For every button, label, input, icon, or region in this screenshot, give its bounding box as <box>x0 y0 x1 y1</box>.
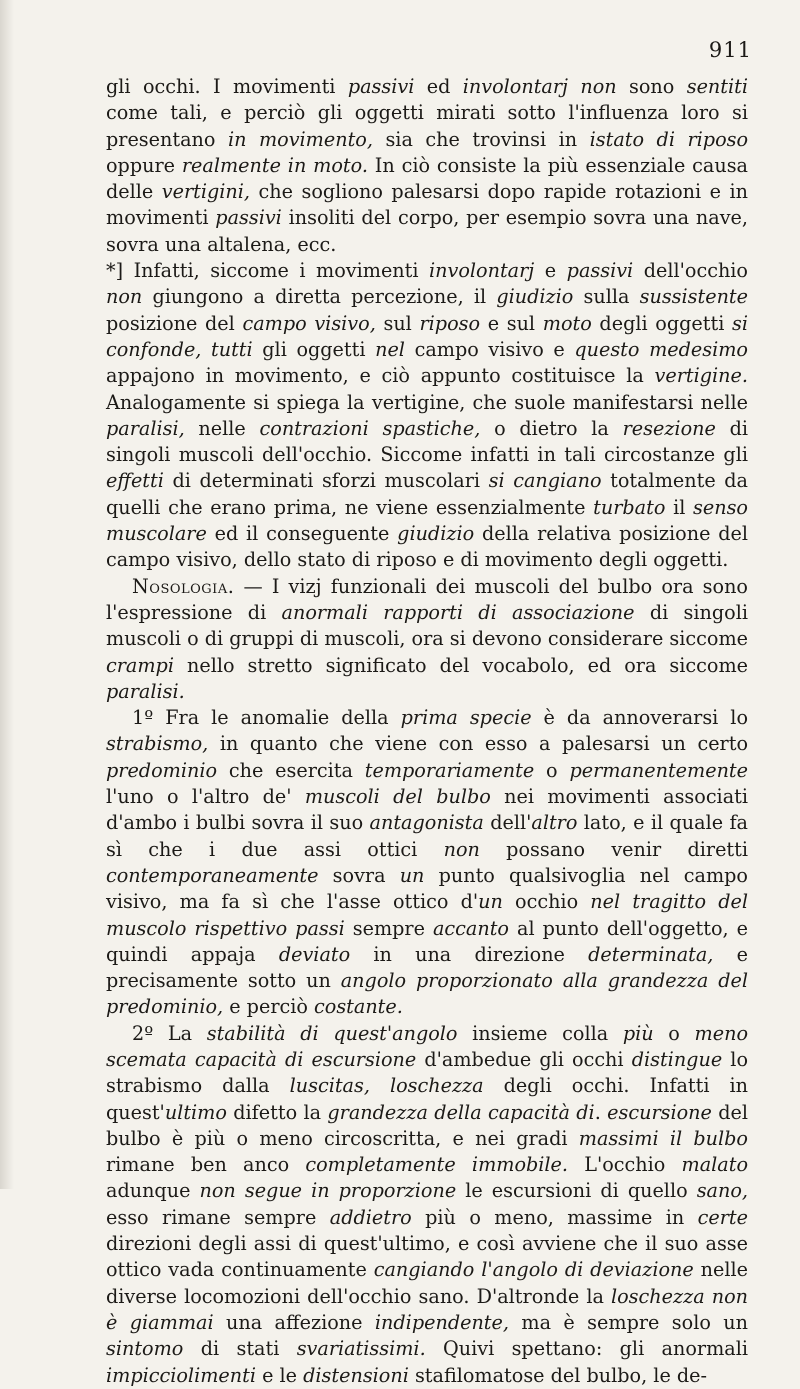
text-run: di stati <box>183 1337 297 1361</box>
paragraph-p5 <box>106 1021 748 1389</box>
italic-run: effetti <box>106 469 164 493</box>
italic-run: riposo <box>419 311 481 335</box>
italic-run: cangiando l'angolo di deviazione <box>373 1258 694 1282</box>
italic-run: certe <box>697 1205 748 1229</box>
italic-run: contrazioni spastiche, <box>259 416 481 440</box>
text-run: rimane ben anco <box>106 1153 306 1177</box>
text-run: di singoli muscoli dell'occhio. Siccome infatti in tali circostanze gli <box>106 416 748 467</box>
italic-run: impicciolimenti <box>106 1363 256 1387</box>
italic-run: svariatissimi. <box>296 1337 426 1361</box>
italic-run: altro <box>531 811 578 835</box>
text-run: il <box>665 495 694 519</box>
text-run: degli oggetti <box>591 311 733 335</box>
italic-run: campo visivo, <box>242 311 376 335</box>
text-run: gli oggetti <box>252 337 376 361</box>
italic-run: nel <box>375 337 405 361</box>
text-run: ed <box>414 75 463 98</box>
text-run: dell' <box>483 811 532 835</box>
text-run: ma è sempre solo un <box>508 1310 749 1334</box>
text-run: del bulbo è più o meno circoscritta, e nei gradi <box>106 1100 748 1150</box>
text-run: adunque <box>106 1179 200 1203</box>
text-run: degli occhi. Infatti in quest' <box>106 1074 748 1124</box>
text-run: Quivi spettano: gli anormali <box>425 1337 748 1361</box>
italic-run: anormali rapporti di associazione <box>281 600 635 624</box>
text-run: posizione del <box>106 311 243 335</box>
italic-run: questo medesimo <box>574 337 748 361</box>
text-run <box>236 1179 245 1202</box>
text-run: *] Infatti, siccome i movimenti <box>106 259 430 283</box>
italic-run: senso muscolare <box>106 495 748 546</box>
italic-run: angolo proporzionato alla grandezza del predominio, <box>106 969 748 1019</box>
page-number: 911 <box>708 38 752 62</box>
text-run: L'occhio <box>568 1153 682 1177</box>
italic-run: sano, <box>696 1179 748 1203</box>
italic-run: contemporaneamente <box>106 863 319 887</box>
text-run: oppure <box>106 153 182 177</box>
text-run: lo strabismo dalla <box>106 1047 748 1098</box>
italic-run: muscoli del bulbo <box>304 785 491 809</box>
paragraph-p1 <box>106 74 748 258</box>
italic-run: un <box>399 863 425 887</box>
italic-run: luscitas, loschezza <box>289 1074 484 1098</box>
text-run: come tali, e perciò gli oggetti mirati sotto l'influenza loro si presentano <box>106 101 748 151</box>
italic-run: distingue <box>631 1047 723 1071</box>
italic-run: resezione <box>622 416 716 440</box>
text-run: e perciò <box>223 995 315 1019</box>
text-run: gli occhi. I movimenti <box>106 75 348 98</box>
italic-run: temporariamente <box>364 758 535 782</box>
italic-run: istato di riposo <box>589 127 749 151</box>
paragraph-p2 <box>106 258 748 574</box>
italic-run: giudizio <box>496 285 574 309</box>
text-run: esso rimane sempre <box>106 1205 330 1229</box>
text-run: direzioni degli assi di quest'ultimo, e così avviene che il suo asse ottico vada continuamente <box>106 1232 748 1282</box>
text-run: sovra <box>318 863 400 887</box>
text-run: insoliti del corpo, per esempio sovra una nave, sovra una altalena, ecc. <box>106 206 748 256</box>
text-run: stafilomatose del bulbo, le de- <box>408 1363 708 1387</box>
text-run: che esercita <box>217 758 365 782</box>
text-run: o <box>534 758 570 782</box>
text-run: 2º La <box>132 1021 207 1045</box>
text-run: di determinati sforzi muscolari <box>163 469 489 493</box>
italic-run: completamente immobile. <box>305 1153 569 1177</box>
italic-run: crampi <box>106 653 174 677</box>
text-run: punto qualsivoglia nel campo visivo, ma fa sì che l'asse ottico d' <box>106 863 748 914</box>
italic-run: permanentemente <box>569 758 748 782</box>
text-run: giungono a diretta percezione, il <box>142 285 497 309</box>
italic-run: stabilità di quest'angolo <box>206 1021 458 1045</box>
text-run: più o meno, massime in <box>411 1205 698 1229</box>
text-run: della relativa posizione del campo visivo, dello stato di riposo e di movimento degli oggetti. <box>106 522 748 572</box>
text-run: In ciò consiste la più essenziale causa delle <box>106 153 748 204</box>
text-run: ed il conseguente <box>206 522 398 546</box>
italic-run: più <box>622 1021 654 1045</box>
italic-run: passivi <box>347 75 415 98</box>
italic-run: involontarj non <box>462 75 617 98</box>
italic-run: distensioni <box>303 1363 409 1387</box>
italic-run: involontarj <box>429 259 535 283</box>
text-run: è da annoverarsi lo <box>531 706 748 730</box>
italic-run: segue in proporzione <box>244 1179 457 1203</box>
italic-run: nel tragitto del muscolo rispettivo passi <box>106 890 748 940</box>
italic-run: strabismo, <box>106 732 209 756</box>
text-run: sempre <box>344 916 433 940</box>
body-text <box>106 74 748 1389</box>
text-run: insieme colla <box>457 1021 623 1045</box>
text-run: al punto dell'oggetto, e quindi appaja <box>106 916 748 966</box>
italic-run: vertigine. <box>654 364 748 388</box>
italic-run: giudizio <box>397 522 475 546</box>
italic-run: passivi <box>566 259 634 283</box>
text-run: 1º Fra le anomalie della <box>132 706 401 730</box>
italic-run: sussistente <box>639 285 748 309</box>
text-run: una affezione <box>213 1310 375 1334</box>
text-run: e precisamente sotto un <box>106 942 748 993</box>
italic-run: malato <box>681 1153 749 1177</box>
text-run: appajono in movimento, e ciò appunto costituisce la <box>106 364 655 388</box>
text-run: occhio <box>502 890 591 914</box>
italic-run: antagonista <box>369 811 484 835</box>
text-run: . <box>594 1100 608 1124</box>
italic-run: sintomo <box>106 1337 184 1361</box>
italic-run: massimi il bulbo <box>578 1126 748 1150</box>
italic-run: prima specie <box>400 706 532 730</box>
italic-run: vertigini, <box>161 180 251 204</box>
italic-run: sentiti <box>686 75 748 98</box>
text-run: l'uno o l'altro de' <box>106 785 305 809</box>
italic-run: non <box>106 285 143 309</box>
text-run: in quanto che viene con esso a palesarsi un certo <box>208 732 748 756</box>
text-run: nelle <box>184 416 260 440</box>
italic-run: non <box>199 1179 236 1203</box>
text-run: nello stretto significato del vocabolo, ed ora siccome <box>173 653 748 677</box>
italic-run: meno scemata capacità di escursione <box>106 1021 748 1071</box>
paragraph-p4 <box>106 705 748 1021</box>
text-run: — I vizj funzionali dei muscoli del bulbo ora sono l'espressione di <box>106 574 748 624</box>
italic-run: loschezza non è giammai <box>106 1284 748 1334</box>
italic-run: si cangiano <box>488 469 602 493</box>
text-run: e <box>534 259 567 283</box>
text-run: totalmente da quelli che erano prima, ne viene essenzialmente <box>106 469 748 519</box>
text-run: sono <box>616 75 687 98</box>
text-run: campo visivo e <box>404 337 575 361</box>
text-run: sul <box>375 311 420 335</box>
italic-run: determinata, <box>588 942 714 966</box>
italic-run: indipendente, <box>374 1310 509 1334</box>
italic-run: addietro <box>329 1205 412 1229</box>
italic-run: non <box>443 837 480 861</box>
text-run: in una direzione <box>350 942 589 966</box>
italic-run: costante. <box>314 995 403 1019</box>
text-run: possano venir diretti <box>479 837 748 861</box>
italic-run: in movimento, <box>227 127 373 151</box>
text-run: le escursioni di quello <box>456 1179 697 1203</box>
italic-run: moto <box>542 311 592 335</box>
text-run: o dietro la <box>480 416 623 440</box>
text-run: sulla <box>573 285 640 309</box>
italic-run: paralisi, <box>106 416 185 440</box>
text-run: dell'occhio <box>633 259 748 283</box>
italic-run: si confonde, tutti <box>106 311 748 361</box>
italic-run: passivi <box>215 206 282 230</box>
italic-run: grandezza della capacità di <box>327 1100 595 1124</box>
text-run: lato, e il quale fa sì che i due assi ottici <box>106 811 748 861</box>
text-run: o <box>653 1021 695 1045</box>
italic-run: escursione <box>607 1100 712 1124</box>
text-run: Nosologia. <box>132 574 235 598</box>
italic-run: paralisi. <box>106 679 185 703</box>
italic-run: accanto <box>432 916 509 940</box>
italic-run: ultimo <box>164 1100 227 1124</box>
italic-run: un <box>478 890 503 914</box>
text-run: d'ambedue gli occhi <box>416 1047 632 1071</box>
text-run: di singoli muscoli o di gruppi di muscoli, ora si devono considerare siccome <box>106 600 749 651</box>
text-run: nei movimenti associati d'ambo i bulbi sovra il suo <box>106 785 748 835</box>
italic-run: turbato <box>593 495 666 519</box>
italic-run: realmente in moto. <box>181 153 368 177</box>
text-run: Analogamente si spiega la vertigine, che suole manifestarsi nelle <box>106 390 748 414</box>
paragraph-p3 <box>106 574 748 705</box>
text-run: sia che trovinsi in <box>372 127 590 151</box>
italic-run: predominio <box>106 758 218 782</box>
text-run: che sogliono palesarsi dopo rapide rotazioni e in movimenti <box>106 180 748 230</box>
text-run: nelle diverse locomozioni dell'occhio sano. D'altronde la <box>106 1258 748 1308</box>
text-run: e sul <box>480 311 543 335</box>
italic-run: deviato <box>278 942 351 966</box>
text-run: e le <box>255 1363 304 1387</box>
text-run: difetto la <box>226 1100 328 1124</box>
